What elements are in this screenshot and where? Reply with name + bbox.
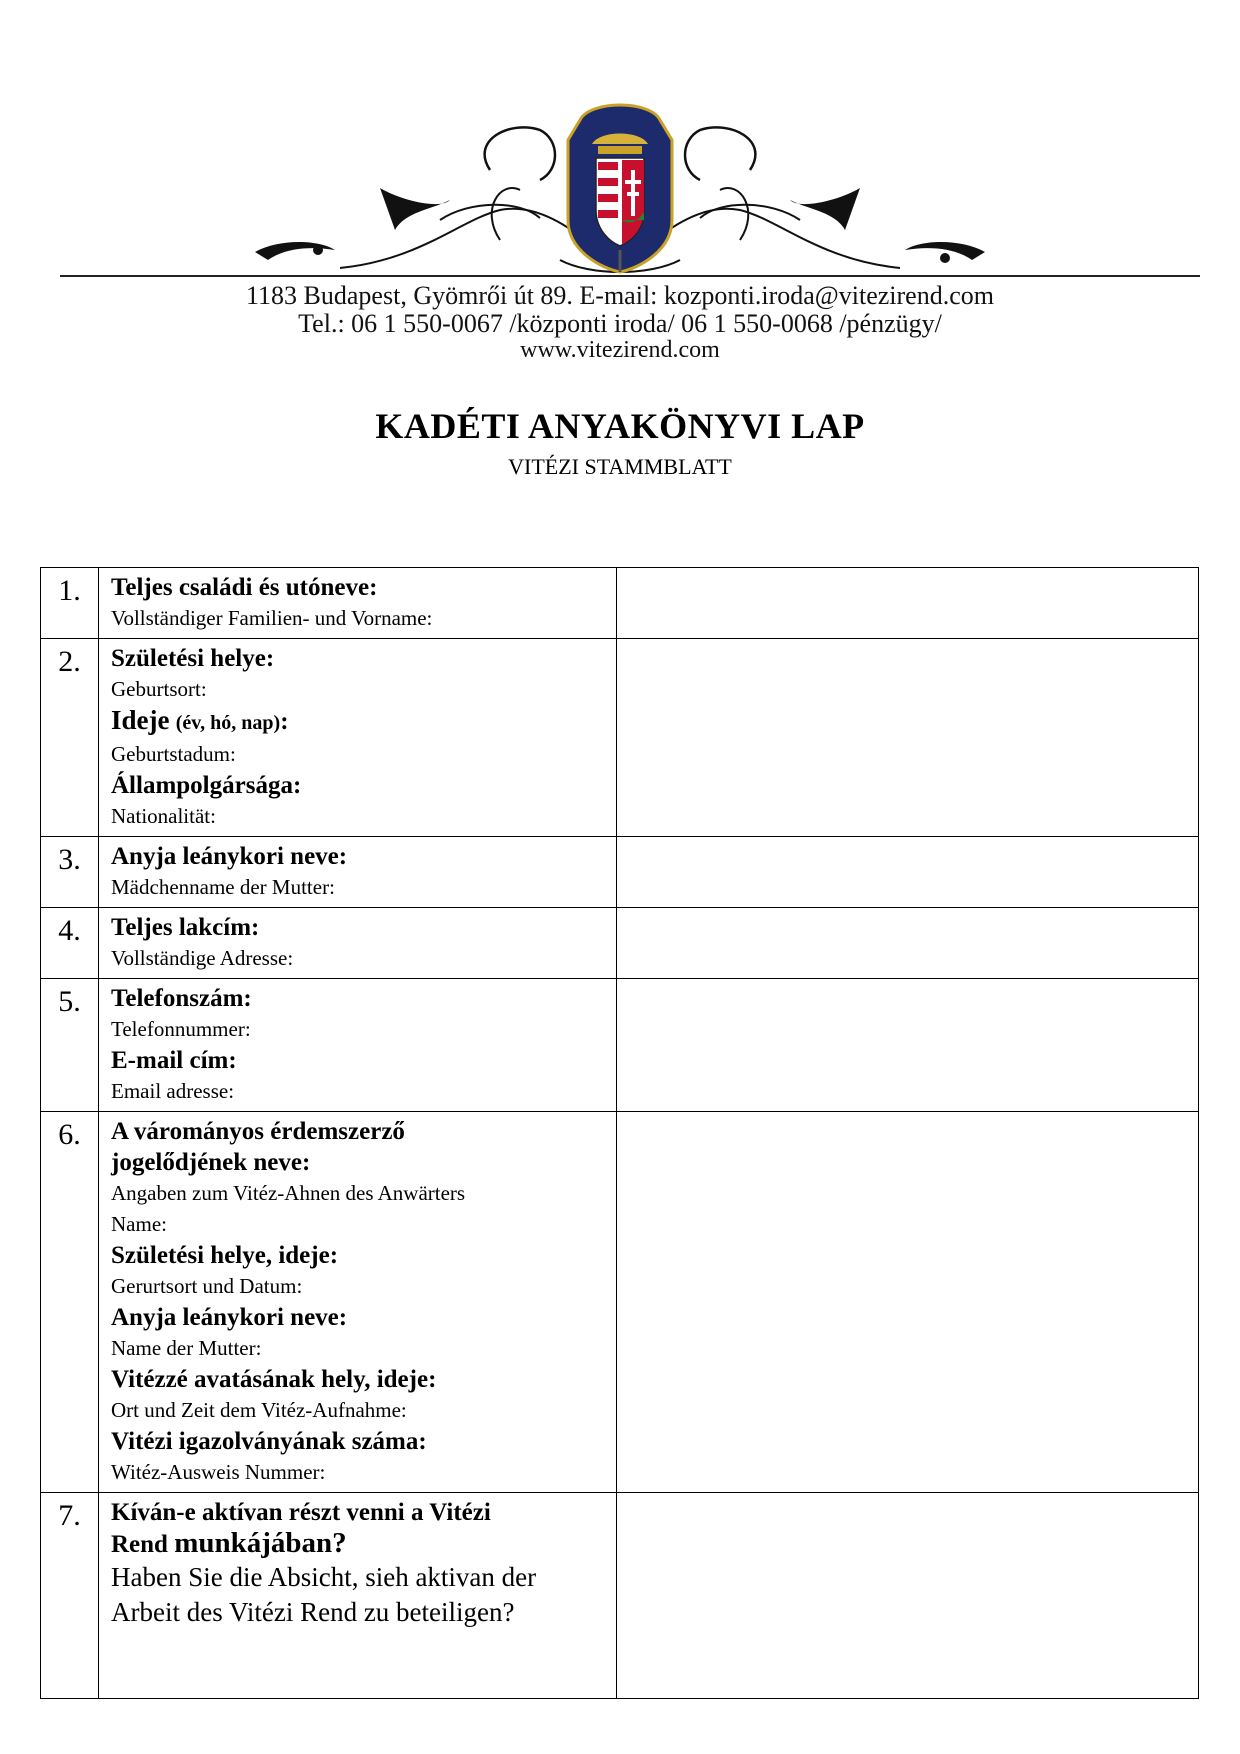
answer-field[interactable] (617, 1493, 1199, 1699)
question-text: Vitézzé avatásának hely, ideje: (111, 1366, 437, 1393)
address-line: 1183 Budapest, Gyömrői út 89. E-mail: kozponti.iroda@vitezirend.com (246, 281, 994, 310)
row-number: 7. (41, 1493, 99, 1699)
translation-text: Name der Mutter: (111, 1336, 262, 1360)
answer-field[interactable] (617, 908, 1199, 979)
translation-text: Witéz-Ausweis Nummer: (111, 1460, 326, 1484)
row-label (99, 568, 617, 639)
translation-text: Angaben zum Vitéz-Ahnen des Anwärters (111, 1181, 466, 1205)
page-title: KADÉTI ANYAKÖNYVI LAP (375, 406, 865, 446)
question-text: Anyja leánykori neve: (111, 1304, 348, 1331)
question-text: Születési helye, ideje: (111, 1242, 339, 1269)
question-part: Rend (111, 1531, 168, 1558)
question-text: E-mail cím: (111, 1047, 237, 1074)
translation-text: Email adresse: (111, 1079, 235, 1103)
letterhead (0, 0, 1240, 370)
page-subtitle: VITÉZI STAMMBLATT (508, 454, 732, 479)
translation-text: Nationalität: (111, 804, 216, 828)
row-label (99, 1112, 617, 1493)
question-colon: : (280, 708, 289, 735)
website-link[interactable]: www.vitezirend.com (520, 337, 720, 363)
translation-text: Gerurtsort und Datum: (111, 1274, 303, 1298)
row-label (99, 979, 617, 1112)
question-text: Teljes családi és utóneve: (111, 574, 378, 601)
row-label (99, 837, 617, 908)
question-text: jogelődjének neve: (111, 1149, 311, 1176)
form-row (41, 837, 1199, 908)
row-number: 5. (41, 979, 99, 1112)
question-text (111, 1528, 616, 1560)
row-label (99, 639, 617, 837)
row-number: 3. (41, 837, 99, 908)
registration-form-table (40, 567, 1199, 1699)
row-number: 6. (41, 1112, 99, 1493)
translation-text: Vollständige Adresse: (111, 946, 294, 970)
coat-of-arms-ornament-icon (0, 100, 1240, 290)
answer-field[interactable] (617, 1112, 1199, 1493)
translation-text: Geburtsort: (111, 677, 207, 701)
question-text: Állampolgársága: (111, 772, 302, 799)
translation-text: Arbeit des Vitézi Rend zu beteiligen? (111, 1597, 515, 1627)
question-text: Teljes lakcím: (111, 914, 260, 941)
question-text: Kíván-e aktívan részt venni a Vitézi (111, 1499, 491, 1526)
question-part: munkájában? (174, 1527, 347, 1559)
row-number: 2. (41, 639, 99, 837)
row-label (99, 1493, 617, 1699)
question-text (111, 705, 616, 739)
question-text: Telefonszám: (111, 985, 252, 1012)
translation-text: Geburtstadum: (111, 742, 236, 766)
translation-text: Vollständiger Familien- und Vorname: (111, 606, 433, 630)
question-text: Születési helye: (111, 645, 275, 672)
answer-field[interactable] (617, 837, 1199, 908)
form-row (41, 908, 1199, 979)
translation-text: Haben Sie die Absicht, sieh aktivan der (111, 1562, 537, 1592)
answer-field[interactable] (617, 639, 1199, 837)
translation-text: Ort und Zeit dem Vitéz-Aufnahme: (111, 1398, 407, 1422)
question-note: (év, hó, nap) (175, 712, 281, 734)
form-row (41, 568, 1199, 639)
translation-text: Mädchenname der Mutter: (111, 875, 335, 899)
row-label (99, 908, 617, 979)
answer-field[interactable] (617, 979, 1199, 1112)
form-row (41, 1112, 1199, 1493)
question-text: Anyja leánykori neve: (111, 843, 348, 870)
form-row (41, 979, 1199, 1112)
question-text: Vitézi igazolványának száma: (111, 1428, 427, 1455)
phone-line: Tel.: 06 1 550-0067 /központi iroda/ 06 1 550-0068 /pénzügy/ (298, 309, 942, 338)
form-row (41, 1493, 1199, 1699)
answer-field[interactable] (617, 568, 1199, 639)
translation-text: Name: (111, 1212, 167, 1236)
translation-text: Telefonnummer: (111, 1017, 251, 1041)
form-row (41, 639, 1199, 837)
row-number: 4. (41, 908, 99, 979)
row-number: 1. (41, 568, 99, 639)
question-text: A várományos érdemszerző (111, 1118, 405, 1145)
question-main: Ideje (111, 705, 170, 735)
